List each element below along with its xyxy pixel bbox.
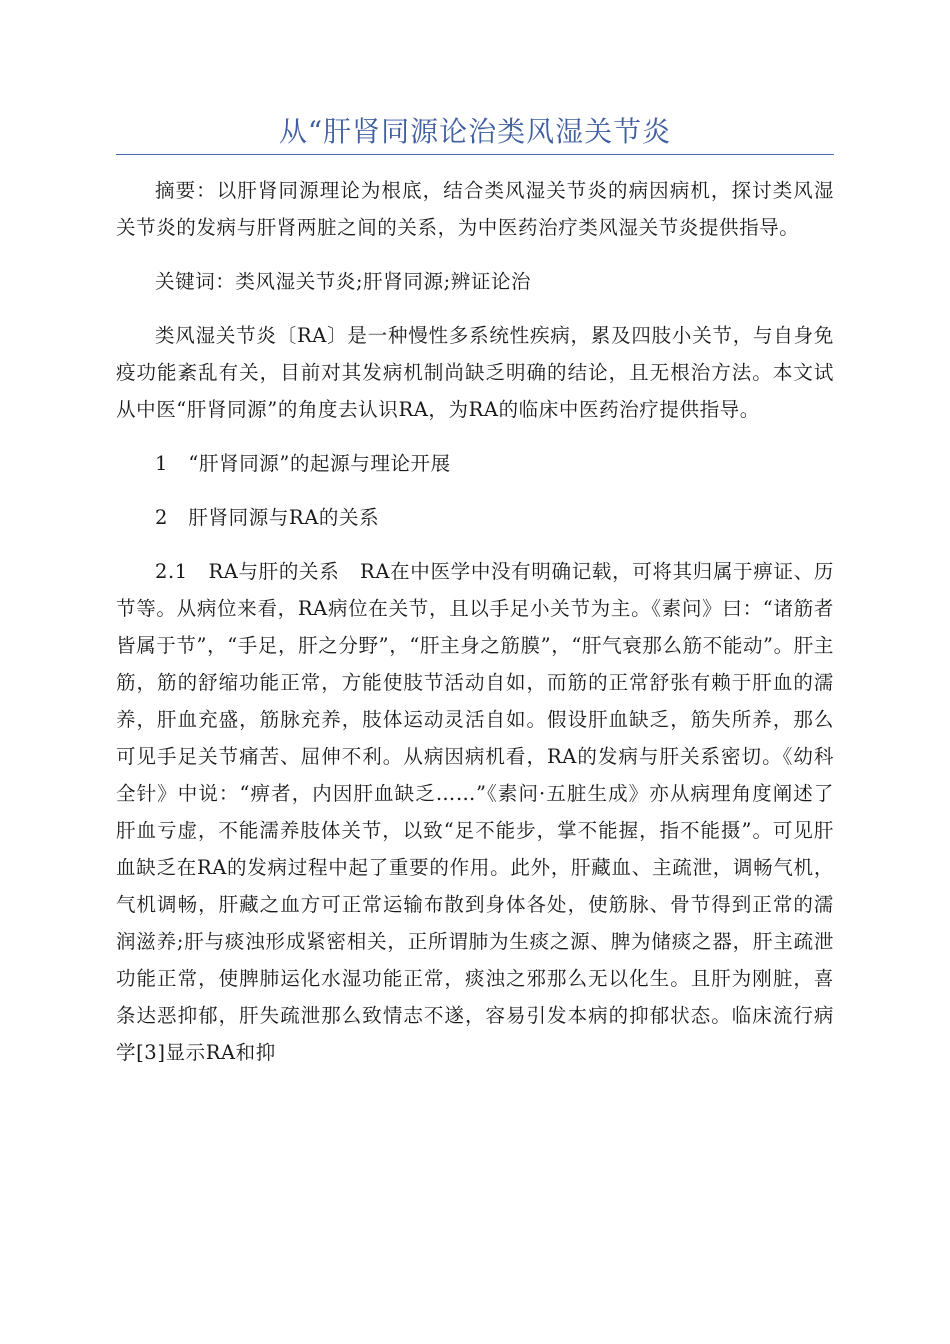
section-2-heading <box>116 499 834 536</box>
abstract-paragraph <box>116 172 834 246</box>
section-2-number: 2 <box>155 506 169 529</box>
section-1-title: “肝肾同源”的起源与理论开展 <box>188 452 451 475</box>
document-body <box>116 172 834 1088</box>
keywords-text: 类风湿关节炎;肝肾同源;辨证论治 <box>235 270 532 293</box>
section-1-heading <box>116 445 834 482</box>
abstract-label: 摘要： <box>155 179 217 202</box>
section-2-1-number: 2.1 <box>155 560 188 583</box>
keywords-paragraph <box>116 263 834 300</box>
abstract-text: 以肝肾同源理论为根底，结合类风湿关节炎的病因病机，探讨类风湿关节炎的发病与肝肾两脏之间的关系，为中医药治疗类风湿关节炎提供指导。 <box>116 179 834 239</box>
title-divider <box>116 154 834 155</box>
section-1-number: 1 <box>155 452 169 475</box>
section-2-1-title: RA与肝的关系 <box>208 560 340 583</box>
section-2-1-text: RA在中医学中没有明确记载，可将其归属于痹证、历节等。从病位来看，RA病位在关节，且以手足小关节为主。《素问》曰：“诸筋者皆属于节”，“手足，肝之分野”，“肝主身之筋膜”，“肝气衰那么筋不能动”。肝主筋，筋的舒缩功能正常，方能使肢节活动自如，而筋的正常舒张有赖于肝血的濡养，肝血充盛，筋脉充养，肢体运动灵活自如。假设肝血缺乏，筋失所养，那么可见手足关节痛苦、屈伸不利。从病因病机看，RA的发病与肝关系密切。《幼科全针》中说：“痹者，内因肝血缺乏……”《素问·五脏生成》亦从病理角度阐述了肝血亏虚，不能濡养肢体关节，以致“足不能步，掌不能握，指不能摄”。可见肝血缺乏在RA的发病过程中起了重要的作用。此外，肝藏血、主疏泄，调畅气机，气机调畅，肝藏之血方可正常运输布散到身体各处，使筋脉、骨节得到正常的濡润滋养;肝与痰浊形成紧密相关，正所谓肺为生痰之源、脾为储痰之器，肝主疏泄功能正常，使脾肺运化水湿功能正常，痰浊之邪那么无以化生。且肝为刚脏，喜条达恶抑郁，肝失疏泄那么致情志不遂，容易引发本病的抑郁状态。临床流行病学[3]显示RA和抑 <box>116 560 834 1064</box>
intro-paragraph: 类风湿关节炎〔RA〕是一种慢性多系统性疾病，累及四肢小关节，与自身免疫功能紊乱有关，目前对其发病机制尚缺乏明确的结论，且无根治方法。本文试从中医“肝肾同源”的角度去认识RA，为RA的临床中医药治疗提供指导。 <box>116 324 834 421</box>
section-2-1-paragraph <box>116 553 834 1071</box>
document-title: 从“肝肾同源论治类风湿关节炎 <box>278 115 672 148</box>
keywords-label: 关键词： <box>155 270 236 293</box>
section-2-title: 肝肾同源与RA的关系 <box>188 506 380 529</box>
